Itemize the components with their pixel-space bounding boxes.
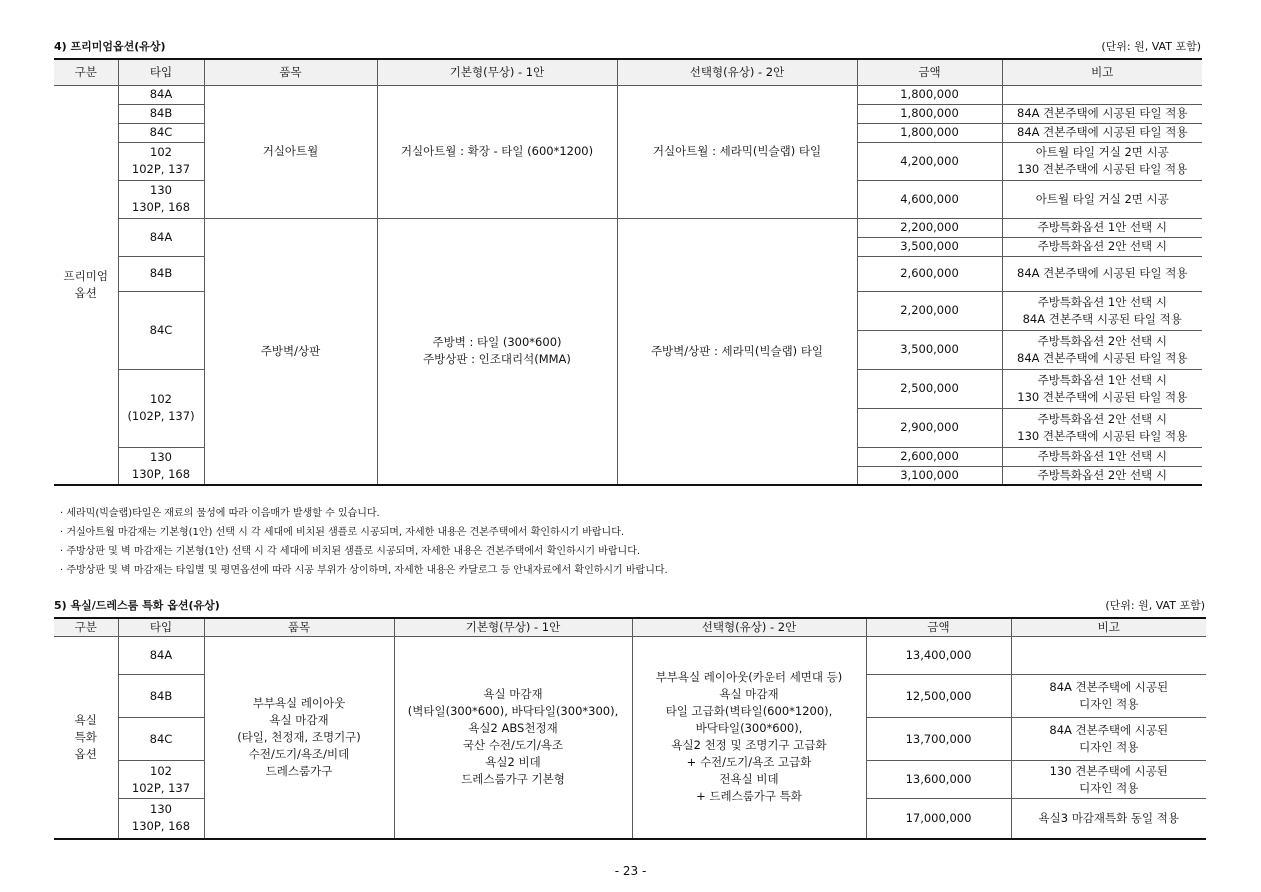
note-cell: 주방특화옵션 2안 선택 시 130 견본주택에 시공된 타일 적용	[1002, 408, 1202, 447]
note-cell: 주방특화옵션 2안 선택 시 84A 견본주택에 시공된 타일 적용	[1002, 330, 1202, 369]
note-cell: 주방특화옵션 1안 선택 시	[1002, 218, 1202, 237]
price-cell: 2,600,000	[857, 256, 1002, 291]
item-cell-living-artwall: 거실아트월	[204, 85, 377, 218]
item-cell-kitchen: 주방벽/상판	[204, 218, 377, 485]
category-cell: 프리미엄 옵션	[54, 85, 118, 485]
basic-cell-living-artwall: 거실아트월 : 확장 - 타일 (600*1200)	[377, 85, 617, 218]
note-header: 비고	[1011, 618, 1206, 637]
price-cell: 1,800,000	[857, 123, 1002, 142]
note-cell: 130 견본주택에 시공된 디자인 적용	[1011, 761, 1206, 799]
type-cell: 84B	[118, 256, 204, 291]
note-cell: 욕실3 마감재특화 동일 적용	[1011, 799, 1206, 839]
type-header: 타입	[118, 59, 204, 85]
select-cell-bath: 부부욕실 레이아웃(카운터 세면대 등) 욕실 마감재 타일 고급화(벽타일(600*1200), 바닥타일(300*600), 욕실2 천정 및 조명기구 고급화 + 수전/도기/욕조 고급화 전욕실 비데 + 드레스룸가구 특화	[632, 637, 866, 839]
type-cell: 130 130P, 168	[118, 799, 204, 839]
select-header: 선택형(유상) - 2안	[617, 59, 857, 85]
category-cell: 욕실 특화 옵션	[54, 637, 118, 839]
price-cell: 3,500,000	[857, 237, 1002, 256]
select-header: 선택형(유상) - 2안	[632, 618, 866, 637]
note-cell: 84A 견본주택에 시공된 타일 적용	[1002, 104, 1202, 123]
note-item: · 거실아트월 마감재는 기본형(1안) 선택 시 각 세대에 비치된 샘플로 시공되며, 자세한 내용은 견본주택에서 확인하시기 바랍니다.	[60, 523, 668, 542]
price-cell: 2,600,000	[857, 447, 1002, 466]
note-cell	[1011, 637, 1206, 675]
price-cell: 1,800,000	[857, 104, 1002, 123]
note-item: · 세라믹(빅슬랩)타일은 재료의 물성에 따라 이음매가 발생할 수 있습니다.	[60, 504, 668, 523]
type-cell: 84C	[118, 291, 204, 369]
price-header: 금액	[866, 618, 1011, 637]
basic-header: 기본형(무상) - 1안	[394, 618, 632, 637]
note-cell: 주방특화옵션 1안 선택 시 84A 견본주택 시공된 타일 적용	[1002, 291, 1202, 330]
select-cell-kitchen: 주방벽/상판 : 세라믹(빅슬랩) 타일	[617, 218, 857, 485]
type-cell: 102 (102P, 137)	[118, 369, 204, 447]
price-cell: 3,500,000	[857, 330, 1002, 369]
price-cell: 12,500,000	[866, 675, 1011, 718]
note-cell: 주방특화옵션 2안 선택 시	[1002, 466, 1202, 485]
note-cell: 아트월 타일 거실 2면 시공	[1002, 180, 1202, 218]
price-cell: 4,200,000	[857, 142, 1002, 180]
category-header: 구분	[54, 618, 118, 637]
price-cell: 2,500,000	[857, 369, 1002, 408]
note-cell	[1002, 85, 1202, 104]
price-cell: 3,100,000	[857, 466, 1002, 485]
page-number: - 23 -	[614, 864, 647, 878]
note-item: · 주방상판 및 벽 마감재는 타입별 및 평면옵션에 따라 시공 부위가 상이하며, 자세한 내용은 카달로그 등 안내자료에서 확인하시기 바랍니다.	[60, 561, 668, 580]
item-header: 품목	[204, 59, 377, 85]
section4-title: 4) 프리미엄옵션(유상)	[54, 40, 166, 53]
basic-cell-bath: 욕실 마감재 (벽타일(300*600), 바닥타일(300*300), 욕실2 ABS천정재 국산 수전/도기/욕조 욕실2 비데 드레스룸가구 기본형	[394, 637, 632, 839]
type-cell: 84A	[118, 637, 204, 675]
price-cell: 13,400,000	[866, 637, 1011, 675]
basic-header: 기본형(무상) - 1안	[377, 59, 617, 85]
type-cell: 84C	[118, 123, 204, 142]
premium-option-table	[54, 58, 1202, 486]
price-cell: 13,700,000	[866, 718, 1011, 761]
note-cell: 주방특화옵션 1안 선택 시 130 견본주택에 시공된 타일 적용	[1002, 369, 1202, 408]
note-header: 비고	[1002, 59, 1202, 85]
price-cell: 2,200,000	[857, 218, 1002, 237]
type-cell: 84A	[118, 85, 204, 104]
note-cell: 84A 견본주택에 시공된 디자인 적용	[1011, 718, 1206, 761]
note-cell: 주방특화옵션 2안 선택 시	[1002, 237, 1202, 256]
type-cell: 130 130P, 168	[118, 180, 204, 218]
select-cell-living-artwall: 거실아트월 : 세라믹(빅슬랩) 타일	[617, 85, 857, 218]
type-cell: 102 102P, 137	[118, 761, 204, 799]
note-cell: 아트월 타일 거실 2면 시공 130 견본주택에 시공된 타일 적용	[1002, 142, 1202, 180]
type-cell: 130 130P, 168	[118, 447, 204, 485]
item-cell-bath: 부부욕실 레이아웃 욕실 마감재 (타일, 천정재, 조명기구) 수전/도기/욕조/비데 드레스룸가구	[204, 637, 394, 839]
basic-cell-kitchen: 주방벽 : 타일 (300*600) 주방상판 : 인조대리석(MMA)	[377, 218, 617, 485]
price-cell: 17,000,000	[866, 799, 1011, 839]
price-cell: 1,800,000	[857, 85, 1002, 104]
type-cell: 84C	[118, 718, 204, 761]
type-cell: 84A	[118, 218, 204, 256]
note-cell: 84A 견본주택에 시공된 타일 적용	[1002, 123, 1202, 142]
type-header: 타입	[118, 618, 204, 637]
type-cell: 102 102P, 137	[118, 142, 204, 180]
note-cell: 주방특화옵션 1안 선택 시	[1002, 447, 1202, 466]
section4-unit: (단위: 원, VAT 포함)	[1101, 40, 1201, 53]
note-item: · 주방상판 및 벽 마감재는 기본형(1안) 선택 시 각 세대에 비치된 샘플로 시공되며, 자세한 내용은 견본주택에서 확인하시기 바랍니다.	[60, 542, 668, 561]
section4-notes	[60, 504, 668, 580]
category-header: 구분	[54, 59, 118, 85]
bath-dressroom-option-table	[54, 617, 1206, 840]
price-cell: 13,600,000	[866, 761, 1011, 799]
price-cell: 2,200,000	[857, 291, 1002, 330]
item-header: 품목	[204, 618, 394, 637]
section5-title: 5) 욕실/드레스룸 특화 옵션(유상)	[54, 599, 220, 612]
note-cell: 84A 견본주택에 시공된 타일 적용	[1002, 256, 1202, 291]
price-header: 금액	[857, 59, 1002, 85]
note-cell: 84A 견본주택에 시공된 디자인 적용	[1011, 675, 1206, 718]
section5-unit: (단위: 원, VAT 포함)	[1105, 599, 1205, 612]
price-cell: 2,900,000	[857, 408, 1002, 447]
type-cell: 84B	[118, 675, 204, 718]
type-cell: 84B	[118, 104, 204, 123]
price-cell: 4,600,000	[857, 180, 1002, 218]
